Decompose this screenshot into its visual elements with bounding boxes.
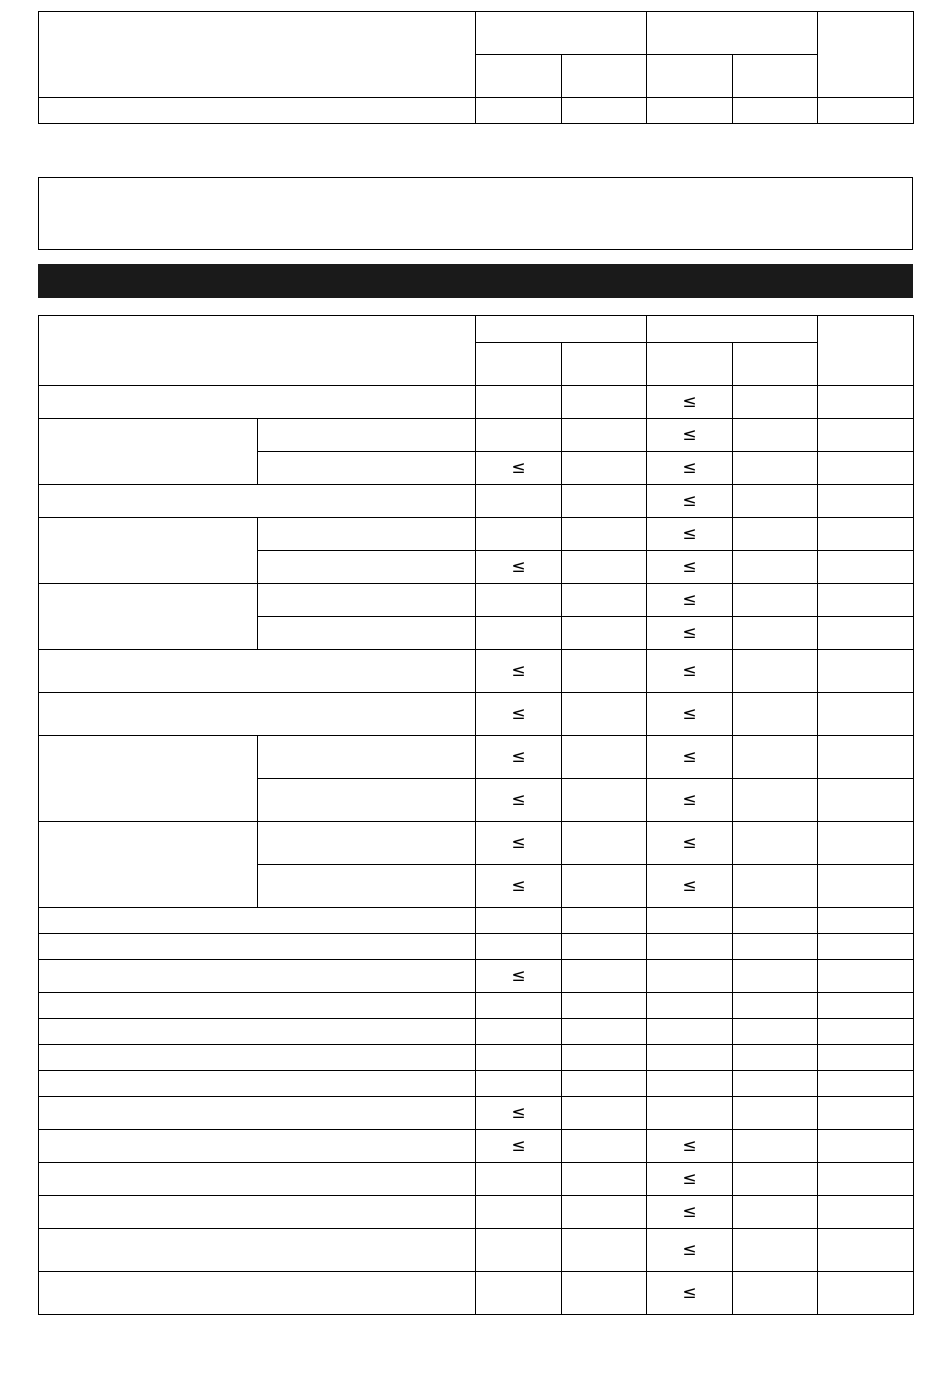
value-cell <box>733 779 818 822</box>
row-label-cell <box>39 485 476 518</box>
value-cell <box>476 1097 562 1130</box>
table-cell <box>39 98 476 124</box>
row-sub-label-cell <box>258 617 476 650</box>
value-cell <box>562 822 647 865</box>
value-cell <box>818 779 914 822</box>
row-sub-label-cell <box>258 419 476 452</box>
less-or-equal-symbol: ≤ <box>511 1102 526 1123</box>
row-sub-label-cell <box>258 518 476 551</box>
value-cell <box>733 693 818 736</box>
value-cell <box>647 1130 733 1163</box>
value-cell <box>733 485 818 518</box>
table-row <box>39 1097 914 1130</box>
value-cell <box>818 1045 914 1071</box>
table-row <box>39 908 914 934</box>
row-group-label-cell <box>39 584 258 650</box>
value-cell <box>476 822 562 865</box>
value-cell <box>562 993 647 1019</box>
table-row <box>39 518 914 551</box>
table-row <box>39 485 914 518</box>
header-sub-cell <box>476 55 562 98</box>
value-cell <box>476 1229 562 1272</box>
value-cell <box>562 419 647 452</box>
value-cell <box>733 1229 818 1272</box>
value-cell <box>647 1272 733 1315</box>
row-sub-label-cell <box>258 779 476 822</box>
value-cell <box>476 908 562 934</box>
row-label-cell <box>39 386 476 419</box>
value-cell <box>647 865 733 908</box>
value-cell <box>647 1196 733 1229</box>
value-cell <box>647 386 733 419</box>
less-or-equal-symbol: ≤ <box>511 660 526 681</box>
less-or-equal-symbol: ≤ <box>511 965 526 986</box>
less-or-equal-symbol: ≤ <box>682 789 697 810</box>
value-cell <box>733 419 818 452</box>
less-or-equal-symbol: ≤ <box>682 1201 697 1222</box>
value-cell <box>818 584 914 617</box>
row-label-cell <box>39 1196 476 1229</box>
table-row <box>39 1272 914 1315</box>
table-row <box>39 1163 914 1196</box>
table-row <box>39 1071 914 1097</box>
row-sub-label-cell <box>258 865 476 908</box>
table-row <box>39 993 914 1019</box>
value-cell <box>733 584 818 617</box>
table-row <box>39 693 914 736</box>
row-sub-label-cell <box>258 584 476 617</box>
table-cell <box>647 98 733 124</box>
value-cell <box>476 551 562 584</box>
value-cell <box>562 693 647 736</box>
table-row <box>39 419 914 452</box>
value-cell <box>562 779 647 822</box>
spec-table-main <box>38 315 914 1315</box>
value-cell <box>562 736 647 779</box>
table-row <box>39 1229 914 1272</box>
value-cell <box>818 1229 914 1272</box>
header-sub-cell <box>476 343 562 386</box>
value-cell <box>562 1071 647 1097</box>
value-cell <box>562 1045 647 1071</box>
row-label-cell <box>39 650 476 693</box>
table-row <box>39 822 914 865</box>
row-label-cell <box>39 1019 476 1045</box>
value-cell <box>562 960 647 993</box>
value-cell <box>818 865 914 908</box>
row-label-cell <box>39 693 476 736</box>
less-or-equal-symbol: ≤ <box>682 746 697 767</box>
less-or-equal-symbol: ≤ <box>511 875 526 896</box>
value-cell <box>733 551 818 584</box>
row-label-cell <box>39 1045 476 1071</box>
row-label-cell <box>39 1272 476 1315</box>
row-label-cell <box>39 1163 476 1196</box>
less-or-equal-symbol: ≤ <box>682 832 697 853</box>
value-cell <box>733 960 818 993</box>
value-cell <box>562 1272 647 1315</box>
value-cell <box>647 960 733 993</box>
value-cell <box>818 822 914 865</box>
less-or-equal-symbol: ≤ <box>682 703 697 724</box>
value-cell <box>818 1272 914 1315</box>
value-cell <box>562 1163 647 1196</box>
table-cell <box>562 98 647 124</box>
value-cell <box>818 551 914 584</box>
value-cell <box>733 993 818 1019</box>
table-row <box>39 736 914 779</box>
value-cell <box>476 584 562 617</box>
value-cell <box>733 1071 818 1097</box>
less-or-equal-symbol: ≤ <box>682 1239 697 1260</box>
value-cell <box>562 584 647 617</box>
less-or-equal-symbol: ≤ <box>511 1135 526 1156</box>
spec-table-top <box>38 11 914 124</box>
value-cell <box>647 650 733 693</box>
row-group-label-cell <box>39 518 258 584</box>
header-last-col <box>818 12 914 98</box>
value-cell <box>647 779 733 822</box>
row-sub-label-cell <box>258 736 476 779</box>
value-cell <box>733 1019 818 1045</box>
value-cell <box>562 518 647 551</box>
value-cell <box>562 1097 647 1130</box>
less-or-equal-symbol: ≤ <box>511 832 526 853</box>
value-cell <box>647 736 733 779</box>
header-sub-cell <box>647 55 733 98</box>
value-cell <box>818 736 914 779</box>
value-cell <box>647 584 733 617</box>
value-cell <box>476 452 562 485</box>
less-or-equal-symbol: ≤ <box>682 589 697 610</box>
row-group-label-cell <box>39 736 258 822</box>
value-cell <box>562 551 647 584</box>
value-cell <box>818 419 914 452</box>
value-cell <box>476 736 562 779</box>
less-or-equal-symbol: ≤ <box>682 1168 697 1189</box>
value-cell <box>818 693 914 736</box>
header-sub-cell <box>562 343 647 386</box>
value-cell <box>818 1196 914 1229</box>
less-or-equal-symbol: ≤ <box>511 703 526 724</box>
value-cell <box>476 1019 562 1045</box>
header-last-col <box>818 316 914 386</box>
table-row <box>39 386 914 419</box>
row-group-label-cell <box>39 822 258 908</box>
table-cell <box>476 98 562 124</box>
value-cell <box>733 452 818 485</box>
header-group-1 <box>476 12 647 55</box>
value-cell <box>733 1196 818 1229</box>
value-cell <box>733 1163 818 1196</box>
value-cell <box>476 650 562 693</box>
value-cell <box>818 960 914 993</box>
value-cell <box>562 452 647 485</box>
less-or-equal-symbol: ≤ <box>682 523 697 544</box>
value-cell <box>562 1130 647 1163</box>
value-cell <box>818 908 914 934</box>
value-cell <box>647 518 733 551</box>
value-cell <box>733 518 818 551</box>
header-group-2 <box>647 12 818 55</box>
value-cell <box>647 1019 733 1045</box>
value-cell <box>562 1196 647 1229</box>
value-cell <box>733 386 818 419</box>
value-cell <box>647 908 733 934</box>
row-label-cell <box>39 993 476 1019</box>
less-or-equal-symbol: ≤ <box>511 457 526 478</box>
table-row <box>39 650 914 693</box>
value-cell <box>647 485 733 518</box>
value-cell <box>818 1097 914 1130</box>
value-cell <box>733 736 818 779</box>
less-or-equal-symbol: ≤ <box>682 457 697 478</box>
row-label-cell <box>39 1130 476 1163</box>
value-cell <box>562 908 647 934</box>
value-cell <box>733 865 818 908</box>
table-row <box>39 934 914 960</box>
table-row <box>39 1019 914 1045</box>
value-cell <box>476 419 562 452</box>
value-cell <box>476 386 562 419</box>
row-label-cell <box>39 1071 476 1097</box>
value-cell <box>647 452 733 485</box>
value-cell <box>733 1045 818 1071</box>
value-cell <box>733 822 818 865</box>
value-cell <box>647 551 733 584</box>
value-cell <box>476 1163 562 1196</box>
header-sub-cell <box>733 55 818 98</box>
value-cell <box>733 1272 818 1315</box>
less-or-equal-symbol: ≤ <box>682 622 697 643</box>
header-sub-cell <box>733 343 818 386</box>
table-cell <box>818 98 914 124</box>
value-cell <box>818 1071 914 1097</box>
value-cell <box>562 934 647 960</box>
row-label-cell <box>39 1097 476 1130</box>
row-label-cell <box>39 1229 476 1272</box>
value-cell <box>818 1019 914 1045</box>
value-cell <box>647 419 733 452</box>
table-row <box>39 1196 914 1229</box>
value-cell <box>562 485 647 518</box>
row-label-cell <box>39 934 476 960</box>
section-header-bar <box>38 264 913 298</box>
less-or-equal-symbol: ≤ <box>682 875 697 896</box>
value-cell <box>647 617 733 650</box>
less-or-equal-symbol: ≤ <box>511 556 526 577</box>
header-label-cell <box>39 316 476 386</box>
header-group-1 <box>476 316 647 343</box>
value-cell <box>476 865 562 908</box>
note-box <box>38 177 913 250</box>
value-cell <box>476 518 562 551</box>
table-row <box>39 1130 914 1163</box>
value-cell <box>733 1130 818 1163</box>
value-cell <box>818 452 914 485</box>
less-or-equal-symbol: ≤ <box>511 789 526 810</box>
value-cell <box>476 1272 562 1315</box>
less-or-equal-symbol: ≤ <box>682 1282 697 1303</box>
value-cell <box>818 993 914 1019</box>
value-cell <box>562 650 647 693</box>
table-cell <box>733 98 818 124</box>
header-sub-cell <box>647 343 733 386</box>
value-cell <box>733 908 818 934</box>
less-or-equal-symbol: ≤ <box>682 391 697 412</box>
less-or-equal-symbol: ≤ <box>682 424 697 445</box>
value-cell <box>733 934 818 960</box>
table-row <box>39 1045 914 1071</box>
value-cell <box>562 865 647 908</box>
value-cell <box>733 617 818 650</box>
row-label-cell <box>39 960 476 993</box>
value-cell <box>476 934 562 960</box>
value-cell <box>818 518 914 551</box>
value-cell <box>647 1229 733 1272</box>
value-cell <box>733 650 818 693</box>
header-sub-cell <box>562 55 647 98</box>
value-cell <box>476 993 562 1019</box>
row-group-label-cell <box>39 419 258 485</box>
value-cell <box>647 1045 733 1071</box>
value-cell <box>476 779 562 822</box>
less-or-equal-symbol: ≤ <box>682 556 697 577</box>
value-cell <box>647 1163 733 1196</box>
value-cell <box>647 934 733 960</box>
value-cell <box>476 693 562 736</box>
value-cell <box>476 1130 562 1163</box>
header-group-2 <box>647 316 818 343</box>
value-cell <box>476 617 562 650</box>
value-cell <box>818 650 914 693</box>
value-cell <box>562 617 647 650</box>
value-cell <box>647 1071 733 1097</box>
value-cell <box>562 386 647 419</box>
value-cell <box>818 617 914 650</box>
value-cell <box>476 960 562 993</box>
value-cell <box>647 993 733 1019</box>
value-cell <box>476 485 562 518</box>
value-cell <box>476 1196 562 1229</box>
row-sub-label-cell <box>258 551 476 584</box>
value-cell <box>818 1130 914 1163</box>
value-cell <box>647 1097 733 1130</box>
less-or-equal-symbol: ≤ <box>682 490 697 511</box>
value-cell <box>476 1071 562 1097</box>
value-cell <box>647 693 733 736</box>
row-sub-label-cell <box>258 822 476 865</box>
header-label-cell <box>39 12 476 98</box>
value-cell <box>818 386 914 419</box>
value-cell <box>562 1229 647 1272</box>
less-or-equal-symbol: ≤ <box>682 1135 697 1156</box>
table-row <box>39 960 914 993</box>
row-label-cell <box>39 908 476 934</box>
value-cell <box>733 1097 818 1130</box>
value-cell <box>818 1163 914 1196</box>
value-cell <box>562 1019 647 1045</box>
value-cell <box>818 934 914 960</box>
less-or-equal-symbol: ≤ <box>682 660 697 681</box>
less-or-equal-symbol: ≤ <box>511 746 526 767</box>
value-cell <box>647 822 733 865</box>
table-row <box>39 584 914 617</box>
value-cell <box>476 1045 562 1071</box>
row-sub-label-cell <box>258 452 476 485</box>
value-cell <box>818 485 914 518</box>
